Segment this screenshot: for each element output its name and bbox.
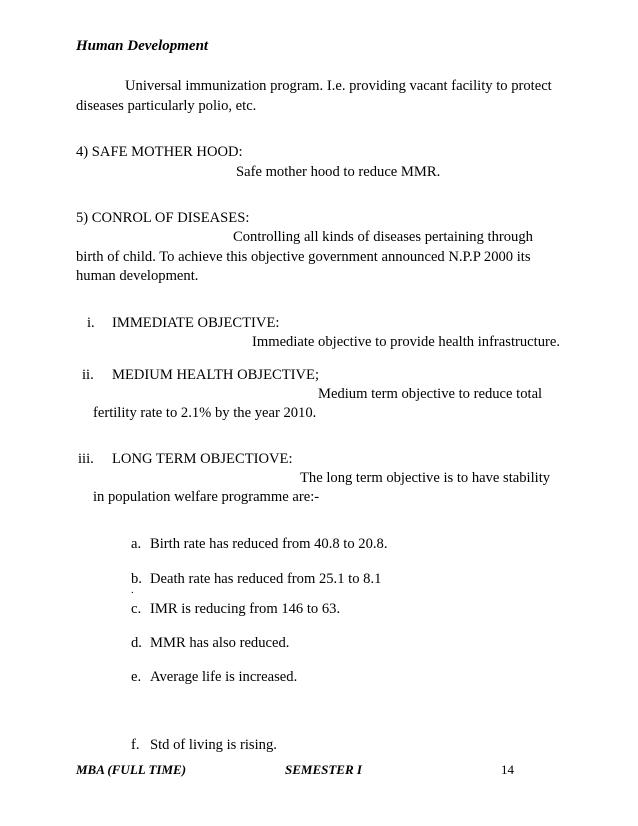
list-item-marker: a.: [131, 536, 142, 552]
section-5-heading: 5) CONROL OF DISEASES:: [76, 210, 250, 226]
objective-heading: MEDIUM HEALTH OBJECTIVE;: [112, 367, 320, 383]
footer-program: MBA (FULL TIME): [76, 762, 187, 777]
section-4-heading: 4) SAFE MOTHER HOOD:: [76, 144, 243, 160]
objective-text-line-1: Medium term objective to reduce total: [318, 386, 543, 402]
intro-line-1: Universal immunization program. I.e. providing vacant facility to protect: [125, 78, 552, 94]
stray-dot: .: [131, 584, 134, 596]
section-5-line-2: birth of child. To achieve this objective government announced N.P.P 2000 its: [76, 249, 531, 265]
objective-text-line-2: in population welfare programme are:-: [93, 489, 320, 505]
list-item-marker: d.: [131, 635, 142, 651]
objective-text-line-1: The long term objective is to have stability: [300, 470, 551, 486]
section-4-text: Safe mother hood to reduce MMR.: [236, 164, 441, 180]
objective-heading: LONG TERM OBJECTIOVE:: [112, 451, 293, 467]
list-item-marker: c.: [131, 601, 142, 617]
objective-marker: iii.: [78, 451, 94, 467]
intro-line-2: diseases particularly polio, etc.: [76, 98, 257, 114]
objective-marker: i.: [87, 315, 95, 331]
list-item-marker: e.: [131, 669, 142, 685]
objective-text-line-1: Immediate objective to provide health infrastructure.: [252, 334, 560, 350]
list-item: MMR has also reduced.: [150, 635, 290, 651]
objective-marker: ii.: [82, 367, 94, 383]
objective-text-line-2: fertility rate to 2.1% by the year 2010.: [93, 405, 317, 421]
list-item-marker: f.: [131, 737, 140, 753]
page-number: 14: [501, 762, 514, 777]
list-item: Death rate has reduced from 25.1 to 8.1: [150, 571, 382, 587]
list-item: Birth rate has reduced from 40.8 to 20.8.: [150, 536, 388, 552]
objective-heading: IMMEDIATE OBJECTIVE:: [112, 315, 280, 331]
section-5-line-3: human development.: [76, 268, 199, 284]
page-header-title: Human Development: [76, 38, 209, 54]
footer-semester: SEMESTER I: [285, 762, 362, 777]
list-item-marker: b.: [131, 571, 142, 587]
list-item: IMR is reducing from 146 to 63.: [150, 601, 341, 617]
section-5-line-1: Controlling all kinds of diseases pertaining through: [233, 229, 533, 245]
list-item: Average life is increased.: [150, 669, 298, 685]
list-item: Std of living is rising.: [150, 737, 277, 753]
